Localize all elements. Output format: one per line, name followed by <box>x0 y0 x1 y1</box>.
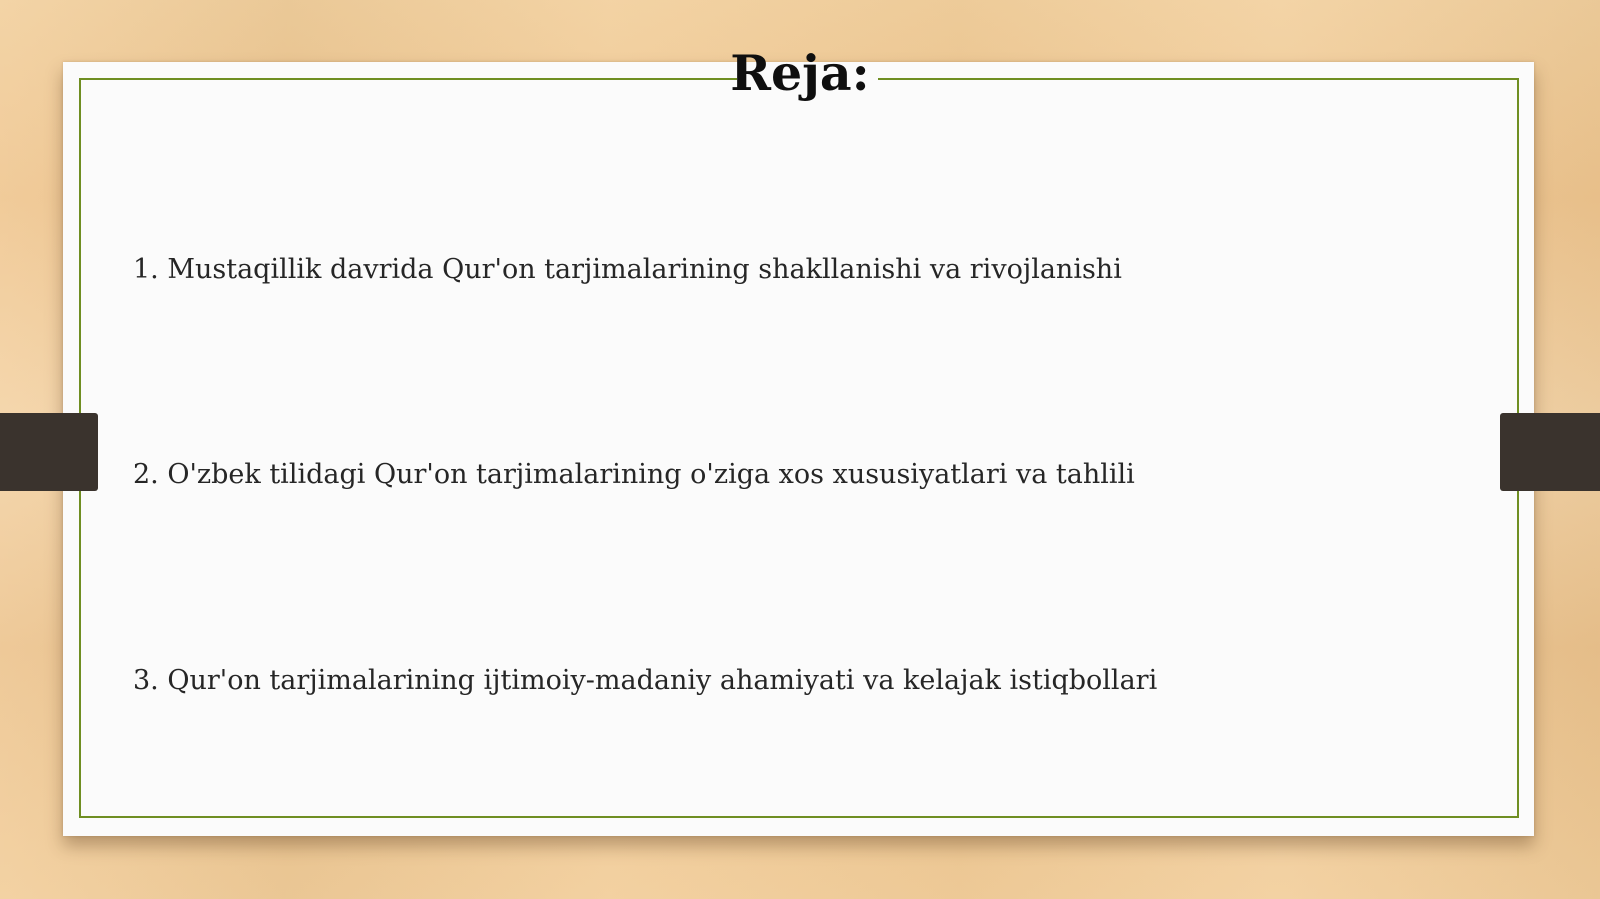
green-frame-border <box>79 78 1519 818</box>
plan-item-3: 3. Qur'on tarjimalarining ijtimoiy-madaniy ahamiyati va kelajak istiqbollari <box>133 665 1158 696</box>
plan-item-2: 2. O'zbek tilidagi Qur'on tarjimalarining o'ziga xos xususiyatlari va tahlili <box>133 459 1135 490</box>
slide-title: Reja: <box>730 44 870 102</box>
plan-item-1: 1. Mustaqillik davrida Qur'on tarjimalarining shakllanishi va rivojlanishi <box>133 254 1122 285</box>
right-decorative-band <box>1500 413 1600 491</box>
left-decorative-band <box>0 413 98 491</box>
